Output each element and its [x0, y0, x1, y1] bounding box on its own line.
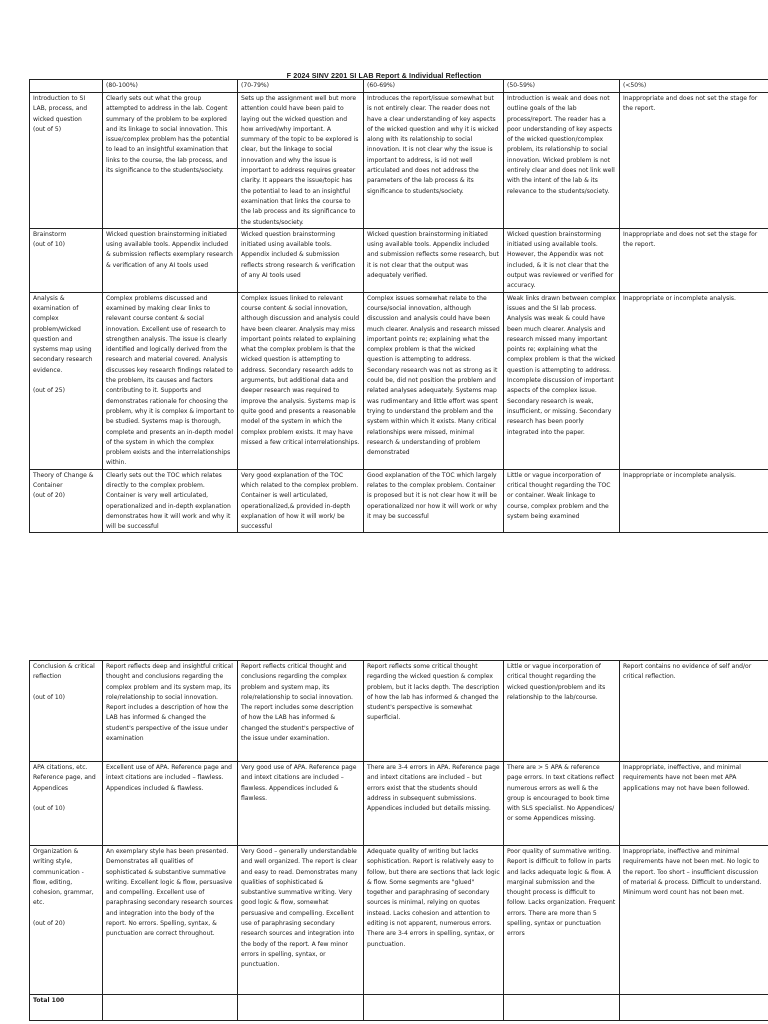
rubric-row-theory-of-change	[30, 469, 768, 533]
criterion-spacer	[33, 376, 99, 386]
descriptor-cell: Complex issues linked to relevant course content & social innovation, although discussion and analysis could have been clearer. Analysis may miss important points related to explaining what the complex problem is that the wicked question is attempting to address. Secondary research adds to arguments, but additional data and deeper research was required to improve the analysis. Systems map is quite good and presents a reasonable model of the system in which the complex problem exists. It may have missed a few critical interrelationships.	[238, 292, 364, 469]
rubric-row-brainstorm	[30, 228, 768, 292]
descriptor-cell: Very good use of APA. Reference page and intext citations are included – flawless. Appendices included & flawless.	[238, 762, 364, 846]
criterion-label: Analysis & examination of complex problem/wicked question and systems map using secondary research evidence.	[33, 294, 93, 374]
criterion-cell	[30, 846, 103, 995]
descriptor-cell: Complex problems discussed and examined by making clear links to relevant course content & social innovation. Excellent use of research to strengthen analysis. The issue is clearly identified and logically derived from the research and material covered. Analysis discusses key research findings related to the problem, its causes and factors contributing to it. Supports and demonstrates rationale for choosing the problem, why it is complex & important to be studied. Systems map is thorough, complete and presents an in-depth model of the system in which the complex problem exists and the interrelationships within.	[103, 292, 238, 469]
descriptor-cell: Inappropriate or incomplete analysis.	[620, 292, 768, 469]
total-cell	[103, 995, 238, 1021]
grade-header-60-69: (60-69%)	[364, 80, 504, 93]
total-cell	[620, 995, 768, 1021]
rubric-row-analysis	[30, 292, 768, 469]
criterion-cell	[30, 469, 103, 533]
descriptor-cell: Little or vague incorporation of critical thought regarding the wicked question/problem and its relationship to the lab/course.	[504, 661, 620, 762]
descriptor-cell: There are 3-4 errors in APA. Reference page and intext citations are included – but errors exist that the students should address in subsequent submissions. Appendices included but details missing.	[364, 762, 504, 846]
criterion-label: APA citations, etc. Reference page, and Appendices	[33, 764, 96, 792]
total-cell	[504, 995, 620, 1021]
descriptor-cell: Very Good – generally understandable and well organized. The report is clear and easy to read. Demonstrates many qualities of sophisticated & substantive summative writing. Very good logic & flow, somewhat persuasive and compelling. Excellent use of paraphrasing secondary research sources and integration into the body of the report. A few minor errors in spelling, syntax, or punctuation.	[238, 846, 364, 995]
descriptor-cell: Excellent use of APA. Reference page and intext citations are included – flawless. Appendices included & flawless.	[103, 762, 238, 846]
grade-header-below-50: (<50%)	[620, 80, 768, 93]
criterion-label: Introduction to SI LAB, process, and wicked question	[33, 95, 88, 123]
criterion-label: Brainstorm	[33, 230, 67, 238]
rubric-row-organization	[30, 846, 768, 995]
rubric-table-part-2	[29, 660, 768, 1021]
descriptor-cell: Inappropriate, ineffective, and minimal requirements have not been met APA applications may not have been followed.	[620, 762, 768, 846]
criterion-spacer	[33, 794, 99, 804]
grade-header-row	[30, 80, 768, 93]
descriptor-cell: Poor quality of summative writing. Report is difficult to follow in parts and lacks adequate logic & flow. A marginal submission and the thought process is difficult to follow. Lacks organization. Frequent errors. There are more than 5 spelling, syntax or punctuation errors	[504, 846, 620, 995]
total-cell	[238, 995, 364, 1021]
criterion-label: Conclusion & critical reflection	[33, 663, 95, 681]
descriptor-cell: There are > 5 APA & reference page errors. In text citations reflect numerous errors as well & the group is encouraged to book time with SLS specialist. No Appendices/ or some Appendices missing.	[504, 762, 620, 846]
descriptor-cell: Introduces the report/issue somewhat but is not entirely clear. The reader does not have a clear understanding of key aspects of the wicked question and why it is wicked along with its relationship to social innovation. It is not clear why the issue is important to address, is id not well articulated and does not address the parameters of the lab process & its significance to students/society.	[364, 93, 504, 229]
grade-header-70-79: (70-79%)	[238, 80, 364, 93]
criterion-spacer	[33, 683, 99, 693]
descriptor-cell: Report contains no evidence of self and/or critical reflection.	[620, 661, 768, 762]
rubric-row-introduction	[30, 93, 768, 229]
descriptor-cell: Wicked question brainstorming initiated using available tools. Appendix included and submission reflects some research, but it is not clear that the output was adequately verified.	[364, 228, 504, 292]
criterion-cell	[30, 292, 103, 469]
descriptor-cell: Inappropriate, ineffective and minimal requirements have not been met. No logic to the report. Too short – insufficient discussion of material & process. Difficult to understand. Minimum word count has not been met.	[620, 846, 768, 995]
rubric-row-conclusion	[30, 661, 768, 762]
descriptor-cell: Inappropriate and does not set the stage for the report.	[620, 228, 768, 292]
criterion-label: Theory of Change & Container	[33, 471, 94, 489]
descriptor-cell: Adequate quality of writing but lacks sophistication. Report is relatively easy to follow, but there are sections that lack logic & flow. Some segments are "glued" together and paraphrasing of secondary sources is minimal, relying on quotes instead. Lacks cohesion and attention to editing is not apparent, numerous errors. There are 3-4 errors in spelling, syntax, or punctuation.	[364, 846, 504, 995]
rubric-row-total	[30, 995, 768, 1021]
descriptor-cell: Introduction is weak and does not outline goals of the lab process/report. The reader has a poor understanding of key aspects of the wicked question/complex problem, its relationship to social innovation. Wicked problem is not entirely clear and does not link well with the intent of the lab & its relevance to the students/society.	[504, 93, 620, 229]
descriptor-cell: Wicked question brainstorming initiated using available tools. However, the Appendix was not included, & it is not clear that the output was reviewed or verified for accuracy.	[504, 228, 620, 292]
descriptor-cell: Report reflects some critical thought regarding the wicked question & complex problem, but it lacks depth. The description of how the lab has informed & changed the student's perspective is somewhat superficial.	[364, 661, 504, 762]
descriptor-cell: Inappropriate or incomplete analysis.	[620, 469, 768, 533]
rubric-table-part-1	[29, 79, 768, 533]
descriptor-cell: Little or vague incorporation of critical thought regarding the TOC or container. Weak linkage to course, complex problem and the system being examined	[504, 469, 620, 533]
criterion-points: (out of 10)	[33, 804, 65, 812]
criterion-spacer	[33, 909, 99, 919]
total-cell	[364, 995, 504, 1021]
criterion-cell	[30, 762, 103, 846]
document-title: F 2024 SINV 2201 SI LAB Report & Individual Reflection	[286, 71, 482, 80]
descriptor-cell: Inappropriate and does not set the stage for the report.	[620, 93, 768, 229]
header-criterion-cell	[30, 80, 103, 93]
descriptor-cell: Wicked question brainstorming initiated using available tools. Appendix included & submission reflects exemplary research & verification of any AI tools used	[103, 228, 238, 292]
criterion-points: (out of 10)	[33, 693, 65, 701]
criterion-points: (out of 10)	[33, 241, 65, 249]
criterion-points: (out of 25)	[33, 387, 65, 395]
descriptor-cell: Clearly sets out the TOC which relates directly to the complex problem. Container is very well articulated, operationalized and in-depth explanation demonstrates how it will work and why it will be successful	[103, 469, 238, 533]
criterion-cell	[30, 228, 103, 292]
descriptor-cell: Complex issues somewhat relate to the course/social innovation, although discussion and analysis could have been much clearer. Analysis and research missed important points re; explaining what the complex problem is that the wicked question is attempting to address. Secondary research was not as strong as it could be, did not position the problem and related analyses adequately. Systems map was rudimentary and little effort was spent trying to understand the problem and the system within which it exists. Many critical relationships were missed, minimal research & understanding of problem demonstrated	[364, 292, 504, 469]
total-label: Total 100	[30, 995, 103, 1021]
criterion-points: (out of 20)	[33, 919, 65, 927]
descriptor-cell: Weak links drawn between complex issues and the SI lab process. Analysis was weak & could have been much clearer. Analysis and research missed many important points re; explaining what the complex problem is that the wicked question is attempting to address. Incomplete discussion of important aspects of the complex issue. Secondary research is weak, insufficient, or missing. Secondary research has been poorly integrated into the paper.	[504, 292, 620, 469]
descriptor-cell: An exemplary style has been presented. Demonstrates all qualities of sophisticated & substantive summative writing. Excellent logic & flow, persuasive and compelling. Excellent use of paraphrasing secondary research sources and integration into the body of the report. No errors. Spelling, syntax, & punctuation are correct throughout.	[103, 846, 238, 995]
criterion-cell	[30, 93, 103, 229]
descriptor-cell: Clearly sets out what the group attempted to address in the lab. Cogent summary of the problem to be explored and its linkage to social innovation. This issue/complex problem has the potential to lead to an insightful examination that links to the course, the lab process, and its significance to the students/society.	[103, 93, 238, 229]
descriptor-cell: Sets up the assignment well but more attention could have been paid to laying out the wicked question and how arrived/why important. A summary of the topic to be explored is clear, but the linkage to social innovation and why the issue is important to address requires greater clarity. It appears the issue/topic has the potential to lead to an insightful examination that links the course to the lab process and its significance to the students/society.	[238, 93, 364, 229]
criterion-cell	[30, 661, 103, 762]
descriptor-cell: Wicked question brainstorming initiated using available tools. Appendix included & submission reflects strong research & verification of any AI tools used	[238, 228, 364, 292]
grade-header-80-100: (80-100%)	[103, 80, 238, 93]
criterion-points: (out of 20)	[33, 492, 65, 500]
criterion-label: Organization & writing style, communication - flow, editing, cohesion, grammar, etc.	[33, 848, 94, 907]
descriptor-cell: Good explanation of the TOC which largely relates to the complex problem. Container is proposed but it is not clear how it will be operationalized nor how it will work or why it may be successful	[364, 469, 504, 533]
descriptor-cell: Report reflects deep and insightful critical thought and conclusions regarding the complex problem and its system map, its role/relationship to social innovation. Report includes a description of how the LAB has informed & changed the student's perspective of the issue under examination	[103, 661, 238, 762]
criterion-points: (out of 5)	[33, 125, 62, 133]
descriptor-cell: Report reflects critical thought and conclusions regarding the complex problem and system map, its role/relationship to social innovation. The report includes some description of how the LAB has informed & changed the student's perspective of the issue under examination.	[238, 661, 364, 762]
grade-header-50-59: (50-59%)	[504, 80, 620, 93]
rubric-row-apa	[30, 762, 768, 846]
descriptor-cell: Very good explanation of the TOC which related to the complex problem. Container is well articulated, operationalized,& provided in-depth explanation of how it will work/ be successful	[238, 469, 364, 533]
